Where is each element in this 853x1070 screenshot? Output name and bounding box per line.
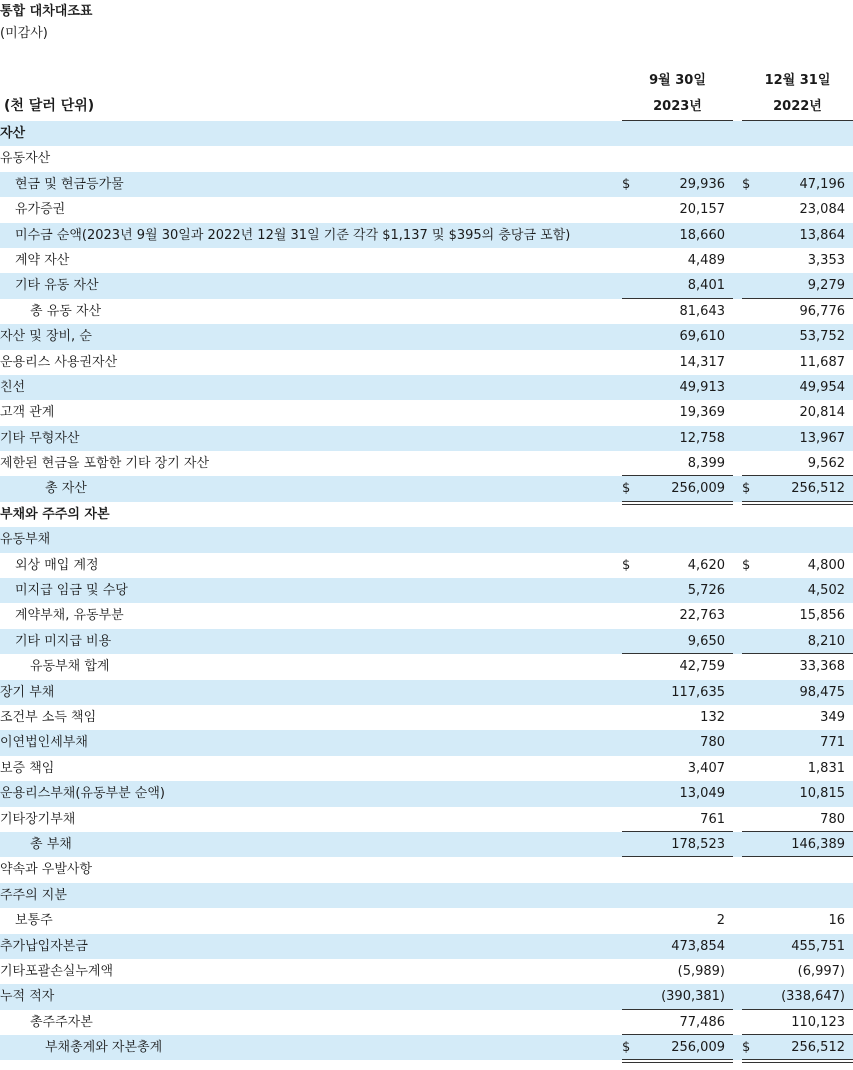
row-label: 총주주자본: [30, 1014, 93, 1030]
value-2023: 9,650: [687, 633, 725, 649]
table-row: [0, 883, 853, 908]
value-2022: 96,776: [799, 303, 845, 319]
row-label: 현금 및 현금등가물: [15, 176, 124, 192]
value-2023: 256,009: [671, 1040, 725, 1056]
table-row: [0, 1035, 853, 1060]
row-label: 장기 부채: [0, 684, 55, 700]
value-2022: 49,954: [799, 379, 845, 395]
row-label: 기타 유동 자산: [15, 278, 99, 294]
value-2023: 22,763: [679, 608, 725, 624]
row-label: 기타장기부채: [0, 811, 76, 827]
value-2022: 9,279: [807, 278, 845, 294]
double-underline-rule: [742, 1062, 853, 1063]
value-2023: 4,620: [687, 557, 725, 573]
value-2022: 53,752: [799, 329, 845, 345]
value-2023: 14,317: [679, 354, 725, 370]
table-row: [0, 984, 853, 1009]
value-2022: (6,997): [797, 963, 845, 979]
currency-symbol: $: [622, 557, 631, 573]
table-row: [0, 629, 853, 654]
column-header-2023-date: 9월 30일: [649, 73, 706, 88]
table-row: [0, 273, 853, 298]
value-2022: 98,475: [799, 684, 845, 700]
value-2023: 13,049: [679, 786, 725, 802]
value-2023: 18,660: [679, 227, 725, 243]
column-header-2022-year: 2022년: [773, 99, 822, 114]
balance-sheet-table: [0, 121, 853, 1060]
value-2023: 12,758: [679, 430, 725, 446]
statement-title: 통합 대차대조표: [0, 4, 93, 19]
value-2022: 256,512: [791, 481, 845, 497]
row-label: 미수금 순액(2023년 9월 30일과 2022년 12월 31일 기준 각각 $1,137 및 $395의 충당금 포함): [15, 227, 571, 243]
row-label: 유동자산: [0, 151, 51, 167]
row-label: 친선: [0, 379, 26, 395]
value-2022: 11,687: [799, 354, 845, 370]
value-2023: 761: [700, 811, 725, 827]
value-2022: 9,562: [807, 456, 845, 472]
table-row: [0, 476, 853, 501]
row-label: 기타 미지급 비용: [15, 633, 112, 649]
value-2023: 780: [700, 735, 725, 751]
row-label: 누적 적자: [0, 989, 55, 1005]
table-row: [0, 375, 853, 400]
row-label: 총 유동 자산: [30, 303, 102, 319]
row-label: 자산 및 장비, 순: [0, 329, 92, 345]
row-label: 운용리스 사용권자산: [0, 354, 118, 370]
currency-symbol: $: [622, 176, 631, 192]
table-row: [0, 781, 853, 806]
row-label: 고객 관계: [0, 405, 55, 421]
value-2022: 3,353: [807, 252, 845, 268]
column-header-2023-year: 2023년: [653, 99, 702, 114]
value-2022: 23,084: [799, 202, 845, 218]
row-label: 이연법인세부채: [0, 735, 88, 751]
currency-symbol: $: [742, 557, 751, 573]
double-underline-rule: [622, 1062, 733, 1063]
unit-label: (천 달러 단위): [4, 98, 95, 114]
value-2022: (338,647): [781, 989, 845, 1005]
table-row: [0, 400, 853, 425]
table-row: [0, 1010, 853, 1035]
table-row: [0, 603, 853, 628]
value-2023: 3,407: [687, 760, 725, 776]
currency-symbol: $: [742, 481, 751, 497]
table-row: [0, 299, 853, 324]
currency-symbol: $: [622, 481, 631, 497]
table-row: [0, 248, 853, 273]
table-row: [0, 451, 853, 476]
underline-rule: [622, 1059, 733, 1060]
row-label: 기타 무형자산: [0, 430, 80, 446]
value-2022: 455,751: [791, 938, 845, 954]
table-row: [0, 502, 853, 527]
column-header-2022: [742, 68, 853, 120]
table-row: [0, 680, 853, 705]
row-label: 운용리스부채(유동부분 순액): [0, 786, 165, 802]
value-2022: 110,123: [791, 1014, 845, 1030]
table-row: [0, 832, 853, 857]
table-row: [0, 654, 853, 679]
value-2023: 49,913: [679, 379, 725, 395]
column-header-2023: [622, 68, 733, 120]
value-2023: 77,486: [679, 1014, 725, 1030]
value-2023: 4,489: [687, 252, 725, 268]
table-row: [0, 730, 853, 755]
value-2022: 8,210: [807, 633, 845, 649]
value-2023: 8,399: [687, 456, 725, 472]
value-2023: 42,759: [679, 659, 725, 675]
table-row: [0, 146, 853, 171]
row-label: 부채와 주주의 자본: [0, 506, 110, 522]
row-label: 주주의 지분: [0, 887, 67, 903]
value-2023: (390,381): [661, 989, 725, 1005]
statement-subtitle: (미감사): [0, 26, 48, 41]
row-label: 외상 매입 계정: [15, 557, 99, 573]
table-row: [0, 959, 853, 984]
underline-rule: [742, 1059, 853, 1060]
table-row: [0, 934, 853, 959]
table-row: [0, 527, 853, 552]
value-2022: 780: [820, 811, 845, 827]
value-2023: 19,369: [679, 405, 725, 421]
table-row: [0, 908, 853, 933]
table-row: [0, 121, 853, 146]
value-2023: 20,157: [679, 202, 725, 218]
table-row: [0, 705, 853, 730]
value-2023: 29,936: [679, 176, 725, 192]
value-2022: 146,389: [791, 836, 845, 852]
value-2022: 20,814: [799, 405, 845, 421]
value-2022: 4,800: [807, 557, 845, 573]
value-2022: 1,831: [807, 760, 845, 776]
value-2023: 81,643: [679, 303, 725, 319]
row-label: 계약 자산: [15, 252, 70, 268]
currency-symbol: $: [742, 176, 751, 192]
value-2023: 473,854: [671, 938, 725, 954]
table-row: [0, 223, 853, 248]
currency-symbol: $: [742, 1040, 751, 1056]
value-2022: 10,815: [799, 786, 845, 802]
row-label: 보통주: [15, 913, 53, 929]
table-row: [0, 172, 853, 197]
value-2022: 33,368: [799, 659, 845, 675]
table-row: [0, 553, 853, 578]
value-2023: 2: [716, 913, 725, 929]
value-2022: 349: [820, 709, 845, 725]
value-2022: 13,864: [799, 227, 845, 243]
table-row: [0, 324, 853, 349]
value-2023: 132: [700, 709, 725, 725]
column-header-2022-date: 12월 31일: [764, 73, 831, 88]
currency-symbol: $: [622, 1040, 631, 1056]
table-row: [0, 807, 853, 832]
table-row: [0, 756, 853, 781]
row-label: 유동부채 합계: [30, 659, 110, 675]
value-2022: 771: [820, 735, 845, 751]
table-row: [0, 197, 853, 222]
row-label: 미지급 임금 및 수당: [15, 583, 128, 599]
row-label: 유동부채: [0, 532, 51, 548]
row-label: 계약부채, 유동부분: [15, 608, 124, 624]
row-label: 제한된 현금을 포함한 기타 장기 자산: [0, 456, 210, 472]
row-label: 총 자산: [45, 481, 87, 497]
value-2022: 15,856: [799, 608, 845, 624]
value-2023: 5,726: [687, 583, 725, 599]
table-row: [0, 857, 853, 882]
value-2023: 69,610: [679, 329, 725, 345]
row-label: 기타포괄손실누계액: [0, 963, 114, 979]
value-2022: 4,502: [807, 583, 845, 599]
value-2022: 13,967: [799, 430, 845, 446]
row-label: 자산: [0, 126, 26, 141]
row-label: 약속과 우발사항: [0, 862, 93, 878]
row-label: 추가납입자본금: [0, 938, 88, 954]
row-label: 부채총계와 자본총계: [45, 1040, 163, 1056]
table-row: [0, 350, 853, 375]
value-2023: 178,523: [671, 836, 725, 852]
table-row: [0, 578, 853, 603]
value-2023: 256,009: [671, 481, 725, 497]
value-2022: 47,196: [799, 176, 845, 192]
value-2023: (5,989): [677, 963, 725, 979]
table-row: [0, 426, 853, 451]
row-label: 총 부채: [30, 836, 72, 852]
row-label: 보증 책임: [0, 760, 55, 776]
value-2022: 16: [828, 913, 845, 929]
value-2023: 117,635: [671, 684, 725, 700]
value-2022: 256,512: [791, 1040, 845, 1056]
row-label: 조건부 소득 책임: [0, 709, 97, 725]
value-2023: 8,401: [687, 278, 725, 294]
row-label: 유가증권: [15, 202, 66, 218]
